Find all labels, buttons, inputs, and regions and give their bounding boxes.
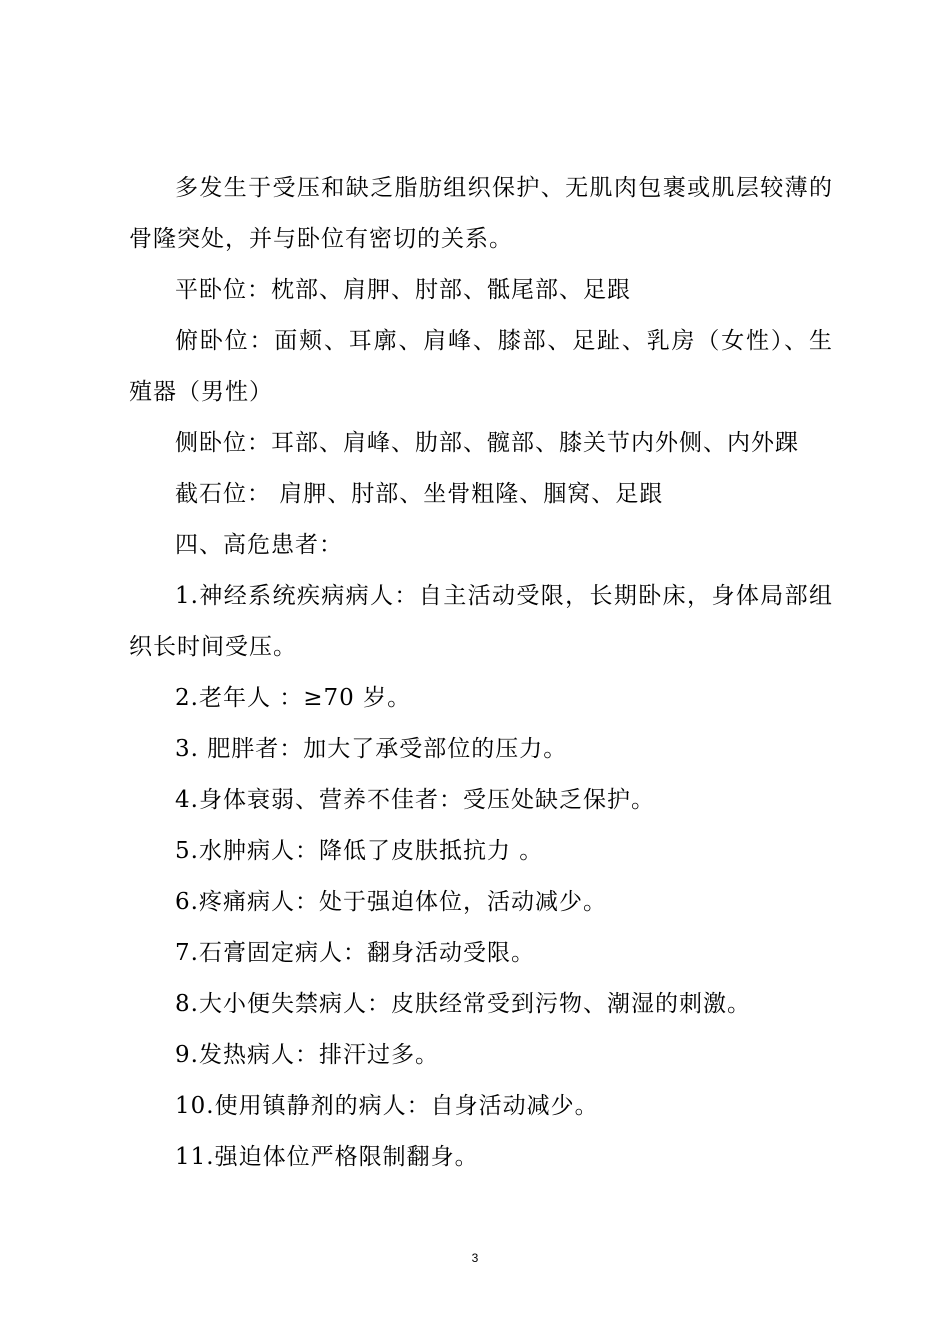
list-item-6: 6.疼痛病人：处于强迫体位，活动减少。 <box>175 889 607 915</box>
paragraph-supine-position: 平卧位：枕部、肩胛、肘部、骶尾部、足跟 <box>175 277 631 303</box>
list-item-3: 3. 肥胖者：加大了承受部位的压力。 <box>175 736 568 762</box>
list-item-11: 11.强迫体位严格限制翻身。 <box>175 1144 479 1170</box>
paragraph-prone-position: 俯卧位：面颊、耳廓、肩峰、膝部、足趾、乳房（女性）、生殖器（男性） <box>129 328 833 405</box>
page-number: 3 <box>471 1251 479 1265</box>
section-heading-high-risk: 四、高危患者： <box>175 532 343 558</box>
document-body <box>129 163 833 1183</box>
list-item-4: 4.身体衰弱、营养不佳者：受压处缺乏保护。 <box>175 787 655 813</box>
paragraph-pressure-sites-intro: 多发生于受压和缺乏脂肪组织保护、无肌肉包裹或肌层较薄的骨隆突处，并与卧位有密切的关系。 <box>129 175 833 252</box>
list-item-9: 9.发热病人：排汗过多。 <box>175 1042 439 1068</box>
list-item-10: 10.使用镇静剂的病人：自身活动减少。 <box>175 1093 599 1119</box>
list-item-7: 7.石膏固定病人：翻身活动受限。 <box>175 940 535 966</box>
paragraph-lithotomy-position: 截石位： 肩胛、肘部、坐骨粗隆、腘窝、足跟 <box>175 481 664 507</box>
list-item-2: 2.老年人 ：≥70 岁。 <box>175 685 412 711</box>
list-item-8: 8.大小便失禁病人：皮肤经常受到污物、潮湿的刺激。 <box>175 991 751 1017</box>
list-item-5: 5.水肿病人：降低了皮肤抵抗力 。 <box>175 838 544 864</box>
list-item-1: 1.神经系统疾病病人：自主活动受限，长期卧床，身体局部组织长时间受压。 <box>129 583 833 660</box>
paragraph-lateral-position: 侧卧位：耳部、肩峰、肋部、髋部、膝关节内外侧、内外踝 <box>175 430 799 456</box>
